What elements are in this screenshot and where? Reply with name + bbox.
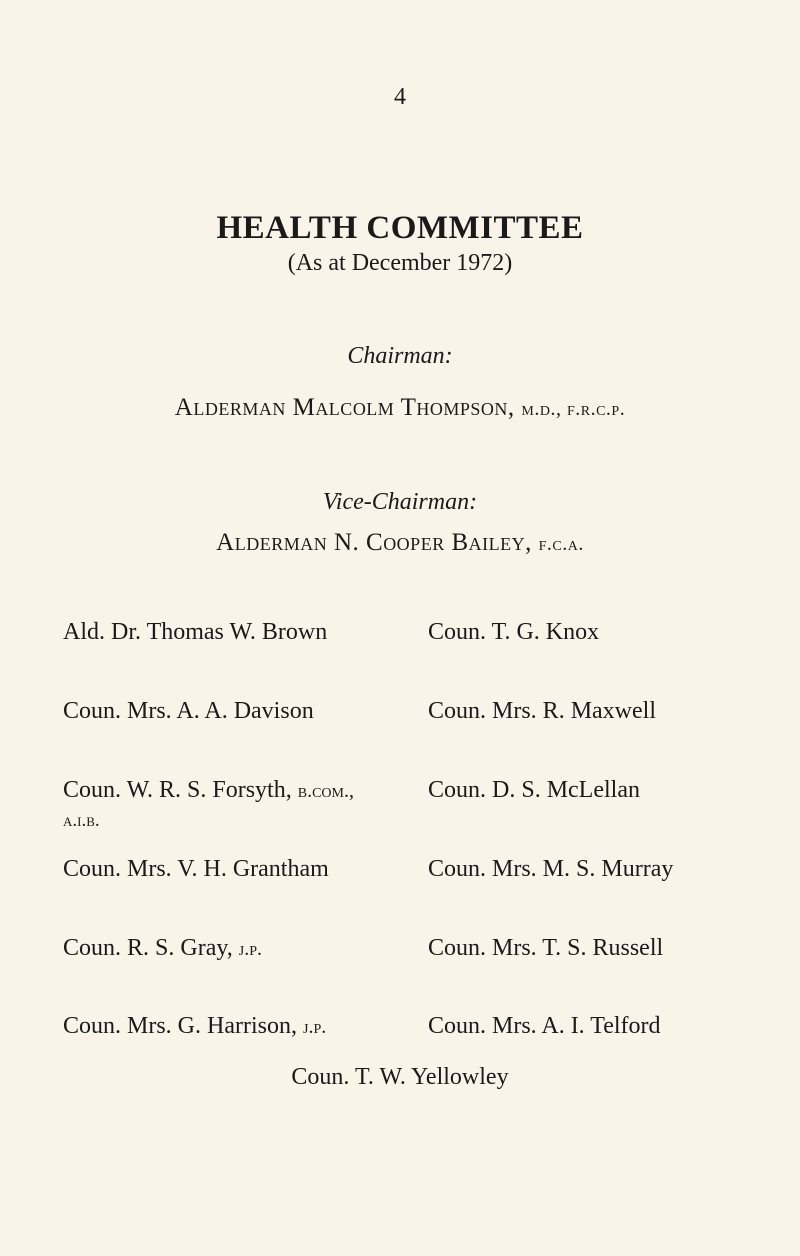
member-qualifications-continued: a.i.b. <box>63 810 100 831</box>
member: Coun. Mrs. T. S. Russell <box>428 935 664 961</box>
member-name: Coun. W. R. S. Forsyth, <box>63 777 292 803</box>
chairman-qualifications: m.d., f.r.c.p. <box>521 398 626 420</box>
chairman-name <box>0 394 800 422</box>
chairman-name-text: Alderman Malcolm Thompson, <box>174 394 515 421</box>
member-name: Ald. Dr. Thomas W. Brown <box>63 619 328 645</box>
member-qualifications: j.p. <box>303 1016 327 1038</box>
chairman-label: Chairman: <box>347 343 453 369</box>
vice-chairman-name-text: Alderman N. Cooper Bailey, <box>216 529 532 556</box>
member-name: Coun. R. S. Gray, <box>63 935 233 961</box>
member <box>63 698 314 725</box>
member <box>63 856 329 883</box>
page-title: HEALTH COMMITTEE <box>216 210 584 246</box>
vice-chairman-qualifications: f.c.a. <box>538 533 584 555</box>
member: Coun. D. S. McLellan <box>428 777 640 803</box>
member-name: Coun. Mrs. G. Harrison, <box>63 1013 297 1039</box>
member: Coun. Mrs. M. S. Murray <box>428 856 674 882</box>
member <box>63 619 327 646</box>
member <box>63 935 262 962</box>
member <box>63 1013 326 1040</box>
member: Coun. Mrs. A. I. Telford <box>428 1013 661 1039</box>
member-name: Coun. Mrs. A. A. Davison <box>63 698 314 724</box>
member-qualifications: b.com., <box>297 780 354 802</box>
member <box>63 777 354 804</box>
subtitle: (As at December 1972) <box>287 250 513 276</box>
member-qualifications: j.p. <box>238 938 263 960</box>
member-last: Coun. T. W. Yellowley <box>291 1064 509 1090</box>
vice-chairman-label: Vice-Chairman: <box>322 489 478 515</box>
member-name: Coun. Mrs. V. H. Grantham <box>63 856 329 882</box>
vice-chairman-name <box>0 529 800 557</box>
member: Coun. Mrs. R. Maxwell <box>428 698 656 724</box>
page-number: 4 <box>394 84 406 110</box>
member: Coun. T. G. Knox <box>428 619 600 645</box>
